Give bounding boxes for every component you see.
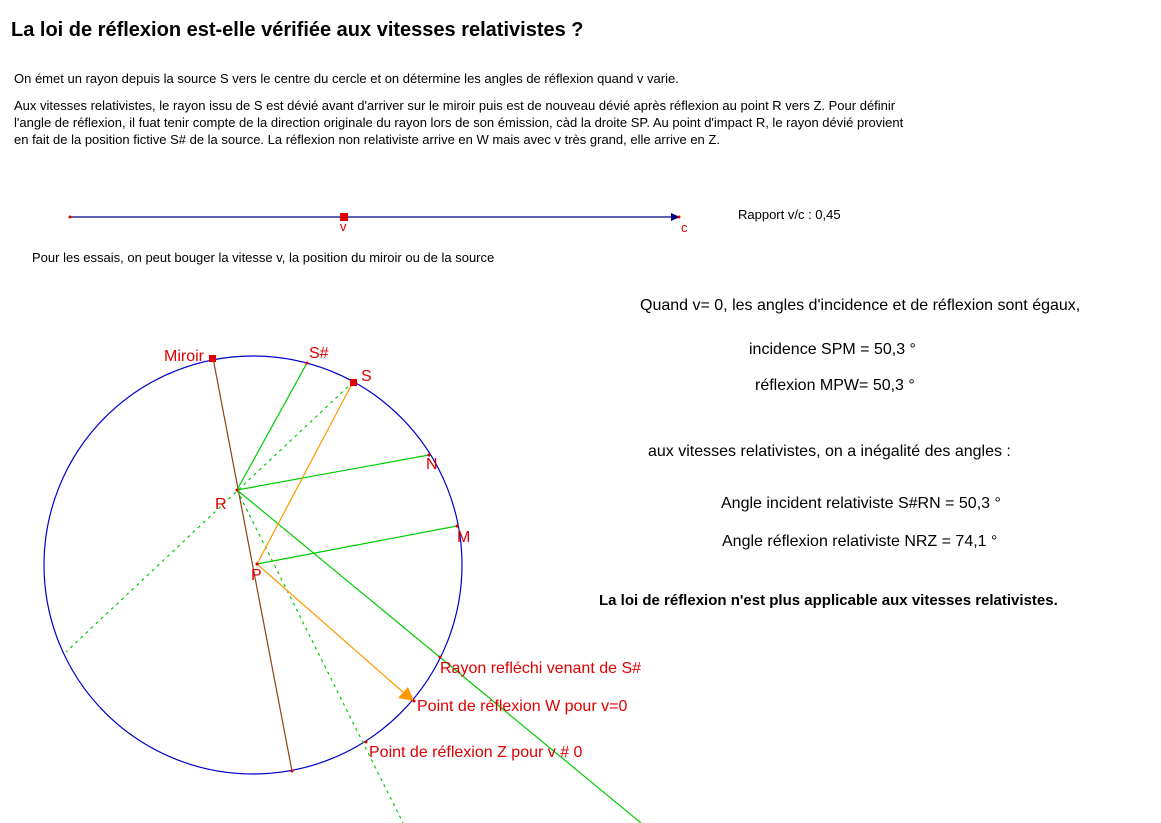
panel-angle-reflexion: Angle réflexion relativiste NRZ = 74,1 °: [722, 533, 998, 550]
mirror-end-point: [291, 770, 294, 773]
intro-line-3: en fait de la position fictive S# de la source. La réflexion non relativiste arrive en W mais avec v très grand, elle arrive en Z.: [14, 132, 720, 147]
point-rayon: [439, 656, 442, 659]
panel-incidence: incidence SPM = 50,3 °: [749, 341, 916, 358]
label-s-sharp: S#: [309, 345, 329, 362]
dashed-line-s-to-circle: [66, 382, 353, 652]
intro-line-2: l'angle de réflexion, il fuat tenir compte de la direction originale du rayon lors de son émission, càd la droite SP. Au point d'impact R, le rayon dévié provient: [14, 115, 904, 130]
ray-r-to-s-sharp: [237, 363, 307, 490]
point-r: [236, 489, 239, 492]
point-m: [456, 525, 459, 528]
ray-s-to-p: [257, 382, 353, 564]
miroir-handle[interactable]: [209, 355, 216, 362]
source-s-handle[interactable]: [350, 379, 357, 386]
normal-r-to-n: [237, 455, 429, 490]
label-p: P: [251, 567, 262, 584]
label-rayon: Rayon refléchi venant de S#: [440, 660, 642, 677]
slider-v-label: v: [340, 219, 347, 234]
label-z: Point de réflexion Z pour v # 0: [369, 744, 583, 761]
dashed-line-r-to-z: [237, 490, 403, 823]
panel-quand: Quand v= 0, les angles d'incidence et de réflexion sont égaux,: [640, 297, 1081, 314]
label-s: S: [361, 368, 372, 385]
panel-aux: aux vitesses relativistes, on a inégalité des angles :: [648, 443, 1011, 460]
intro-line-1: Aux vitesses relativistes, le rayon issu de S est dévié avant d'arriver sur le miroir puis est de nouveau dévié après réflexion au point R vers Z. Pour définir: [14, 98, 896, 113]
slider-start-point: [69, 216, 72, 219]
point-z: [365, 741, 368, 744]
label-n: N: [426, 456, 438, 473]
label-miroir: Miroir: [164, 348, 204, 365]
label-w: Point de réflexion W pour v=0: [417, 698, 628, 715]
intro-paragraph-1: On émet un rayon depuis la source S vers le centre du cercle et on détermine les angles de réflexion quand v varie.: [14, 71, 679, 86]
panel-conclusion: La loi de réflexion n'est plus applicable aux vitesses relativistes.: [599, 592, 1058, 609]
slider-c-label: c: [681, 220, 688, 235]
slider-end-point: [678, 216, 681, 219]
label-r: R: [215, 496, 227, 513]
panel-reflexion: réflexion MPW= 50,3 °: [755, 377, 915, 394]
mirror-line[interactable]: [213, 358, 292, 771]
point-p: [256, 563, 259, 566]
label-m: M: [457, 529, 471, 546]
ray-p-to-w: [257, 564, 404, 693]
hint-text: Pour les essais, on peut bouger la vitesse v, la position du miroir ou de la source: [32, 250, 495, 265]
point-w: [413, 700, 416, 703]
page-title: La loi de réflexion est-elle vérifiée aux vitesses relativistes ?: [11, 19, 584, 41]
panel-angle-incident: Angle incident relativiste S#RN = 50,3 °: [721, 495, 1001, 512]
ratio-readout: Rapport v/c : 0,45: [738, 207, 841, 222]
